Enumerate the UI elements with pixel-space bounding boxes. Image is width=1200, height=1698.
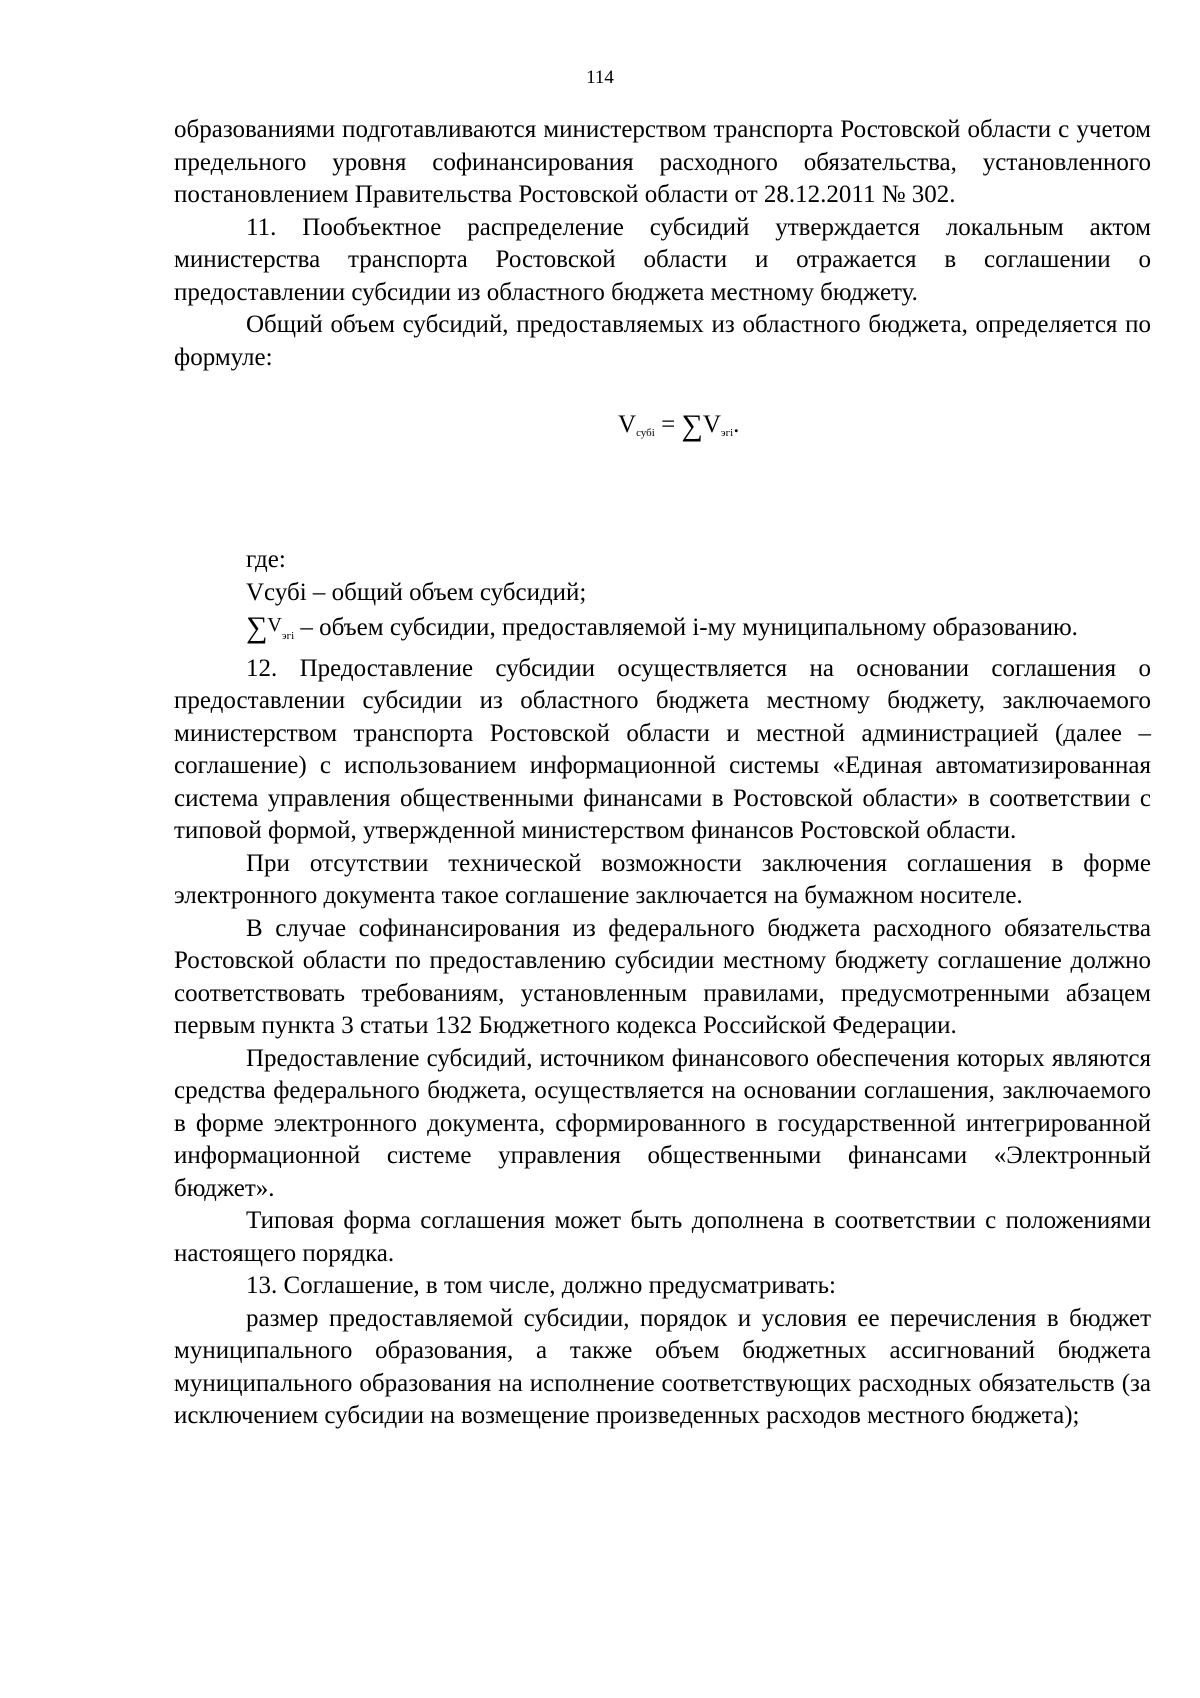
formula-equals: = [661,411,676,438]
paragraph-item-11: 11. Пообъектное распределение субсидий утверждается локальным актом министерства транспорта Ростовской области и отражается в соглашении о предоставлении субсидии из областного бюджета местному бюджету. [174,213,1151,306]
inline-sum-symbol: V [267,614,282,636]
document-body [174,114,1151,1433]
paragraph-item-13: 13. Соглашение, в том числе, должно предусматривать: [246,1272,836,1299]
formula-block [174,374,1151,544]
page-number: 114 [586,67,614,88]
paragraph: В случае софинансирования из федерального бюджета расходного обязательства Ростовской области по предоставлению субсидии местному бюджету соглашение должно соответствовать требованиям, установленным правилами, предусмотренными абзацем первым пункта 3 статьи 132 Бюджетного кодекса Российской Федерации. [174,914,1151,1039]
inline-sum-subscript: эгi [281,630,295,642]
paragraph: Общий объем субсидий, предоставляемых из областного бюджета, определяется по формуле: [174,311,1151,371]
formula-rhs-symbol: V [702,411,721,438]
paragraph-item-12: 12. Предоставление субсидии осуществляется на основании соглашения о предоставлении субсидии из областного бюджета местному бюджету, заключаемого министерством транспорта Ростовской области и местной администрацией (далее – соглашение) с использованием информационной системы «Единая автоматизированная система управления общественными финансами в Ростовской области» в соответствии с типовой формой, утвержденной министерством финансов Ростовской области. [174,654,1151,844]
formula-lhs-subscript: субi [636,427,655,439]
paragraph: размер предоставляемой субсидии, порядок и условия ее перечисления в бюджет муниципального образования, а также объем бюджетных ассигнований бюджета муниципального образования на исполнение соответствующих расходных обязательств (за исключением субсидии на возмещение произведенных расходов местного бюджета); [174,1304,1151,1429]
definition-item [174,609,1151,653]
paragraph: Типовая форма соглашения может быть дополнена в соответствии с положениями настоящего порядка. [174,1207,1151,1267]
sum-icon: ∑ [681,409,703,442]
paragraph: Предоставление субсидий, источником финансового обеспечения которых являются средства федерального бюджета, осуществляется на основании соглашения, заключаемого в форме электронного документа, сформированного в государственной интегрированной информационной системе управления общественными финансами «Электронный бюджет». [174,1044,1151,1202]
where-label: где: [246,546,286,573]
paragraph: При отсутствии технической возможности заключения соглашения в форме электронного документа такое соглашение заключается на бумажном носителе. [174,849,1151,909]
definition-total: Vсубi – общий объем субсидий; [246,578,587,606]
formula-rhs-subscript: эгi [720,427,734,439]
formula-end: . [733,411,740,438]
definition-item-text: – объем субсидии, предоставляемой i-му муниципальному образованию. [300,614,1078,641]
sum-icon: ∑ [246,611,268,644]
formula [618,409,739,450]
formula-lhs-symbol: V [618,411,637,438]
paragraph: образованиями подготавливаются министерством транспорта Ростовской области с учетом предельного уровня софинансирования расходного обязательства, установленного постановлением Правительства Ростовской области от 28.12.2011 № 302. [174,116,1151,208]
